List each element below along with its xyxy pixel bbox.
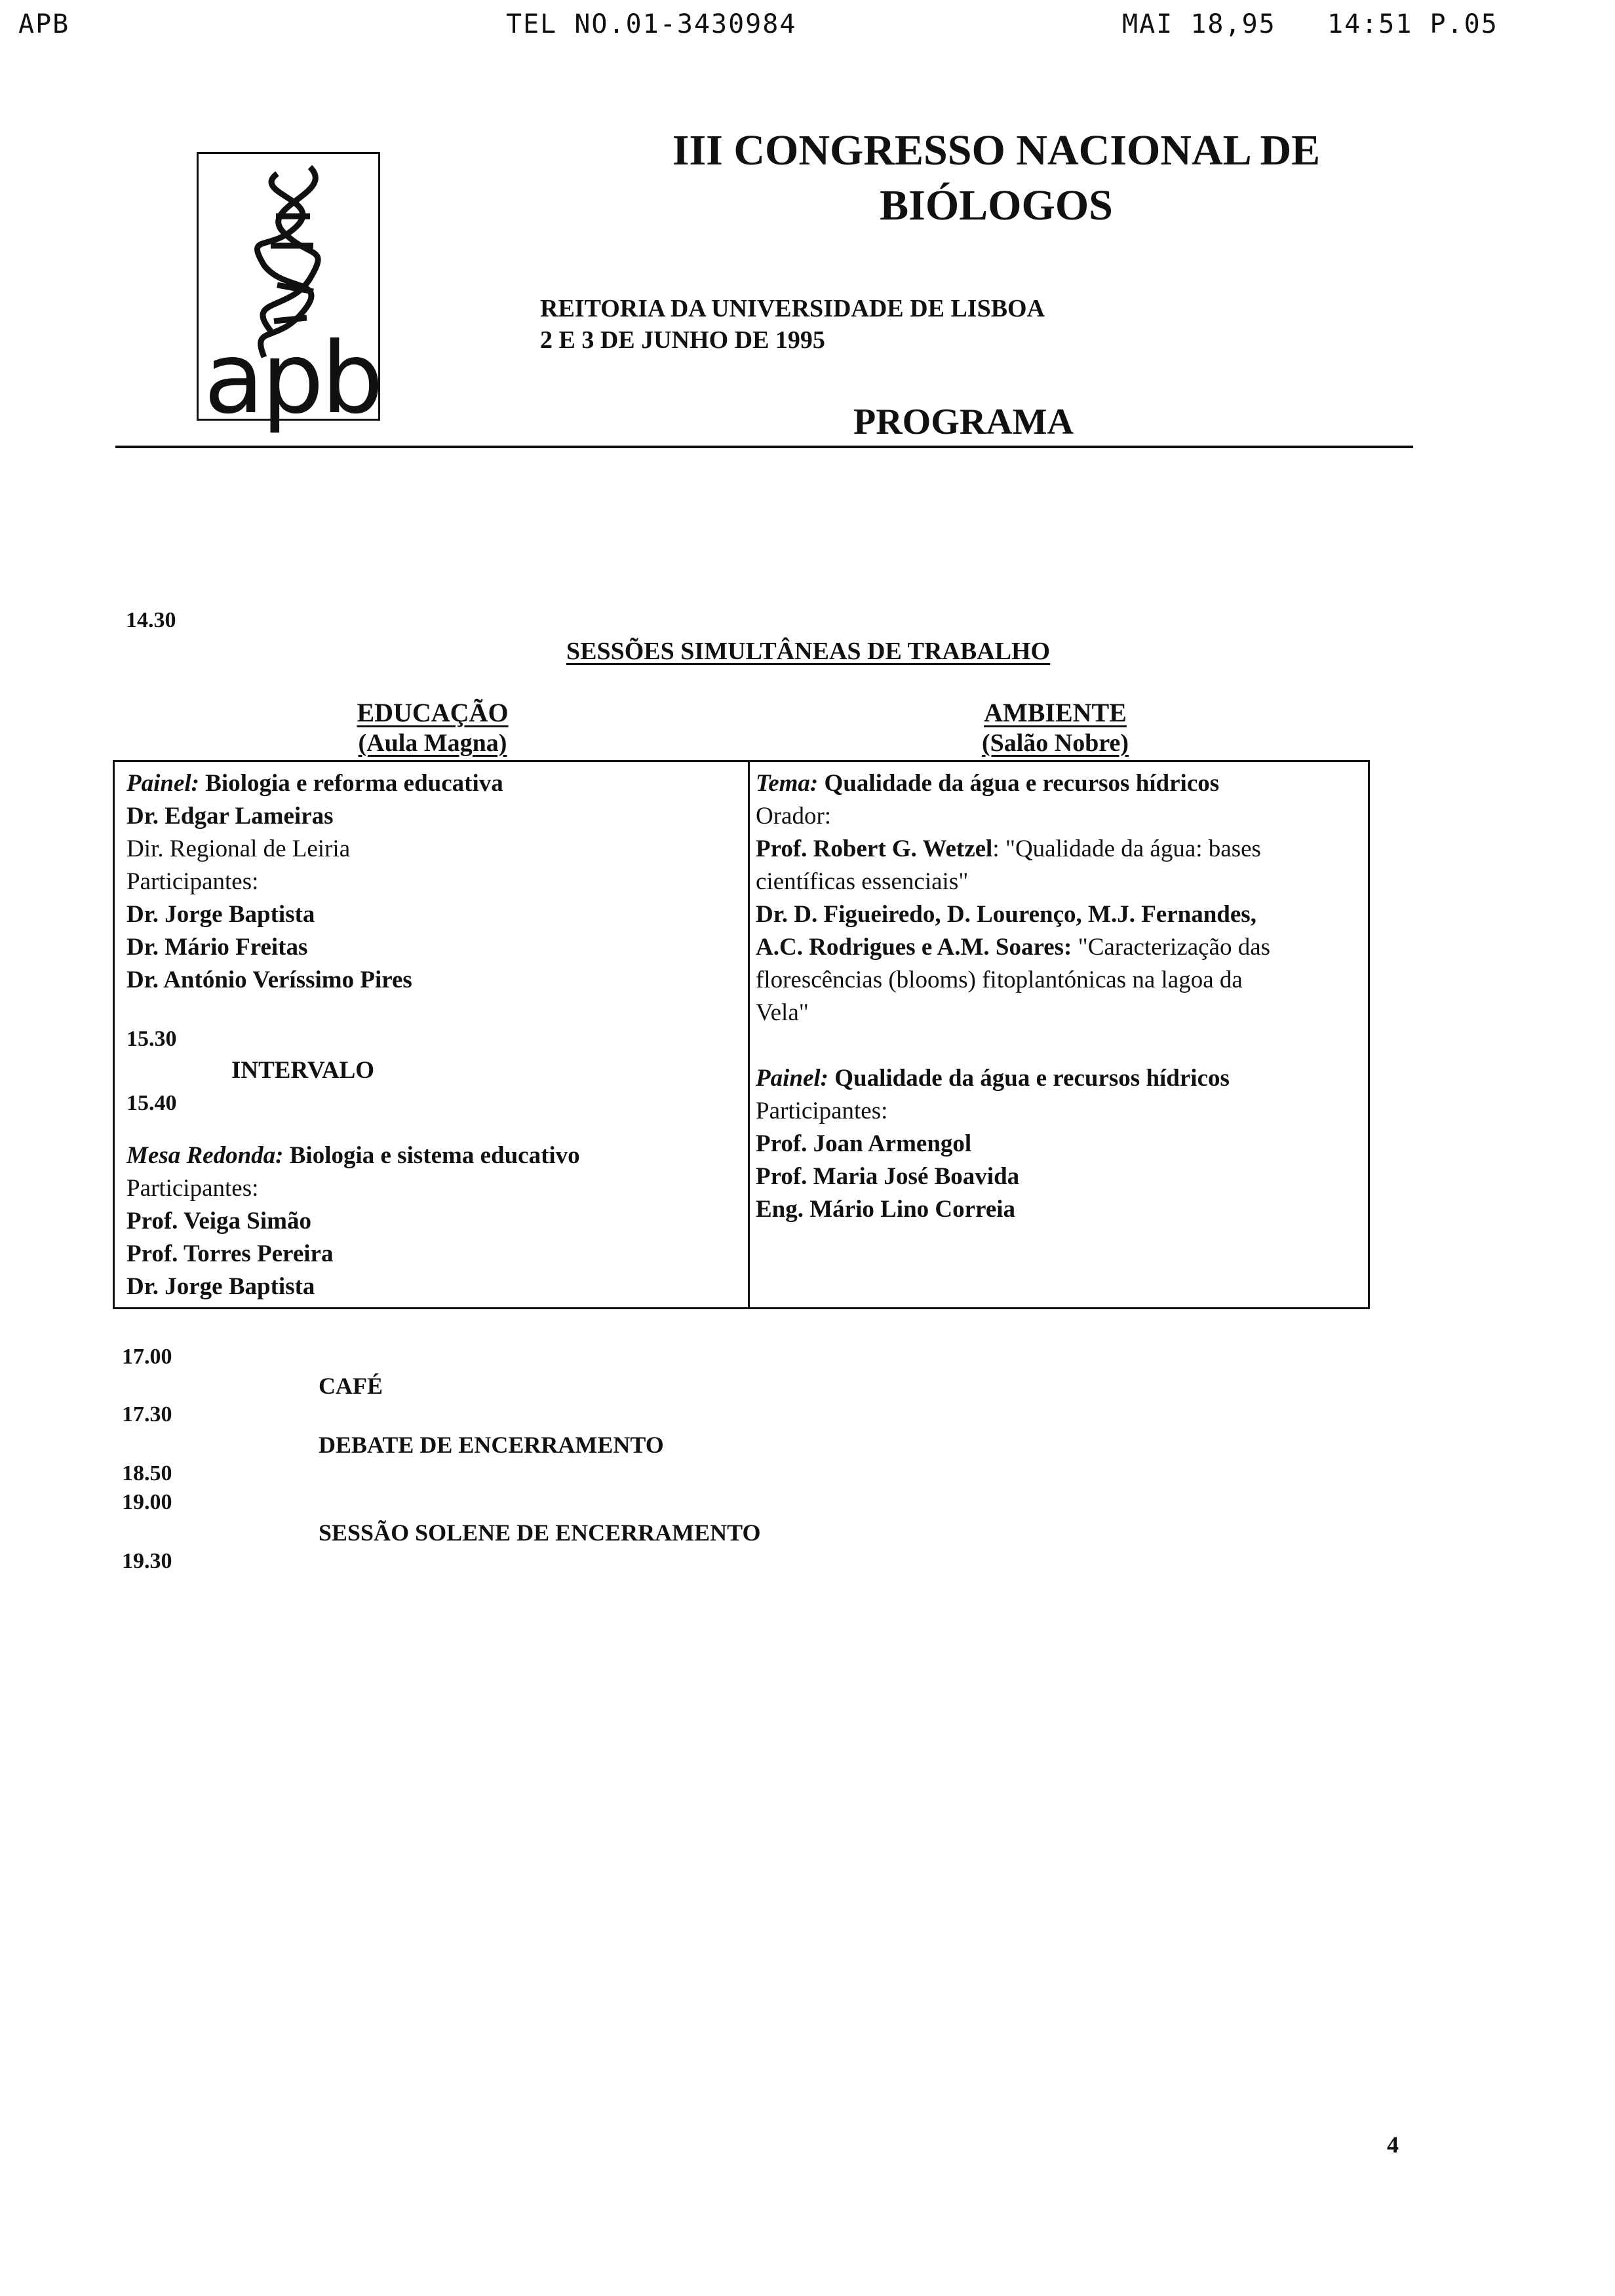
column-divider	[748, 762, 750, 1307]
dates: 2 E 3 DE JUNHO DE 1995	[540, 326, 825, 354]
talk2-authors-cont: A.C. Rodrigues e A.M. Soares:	[756, 934, 1072, 961]
talk1-speaker: Prof. Robert G. Wetzel	[756, 835, 993, 862]
intervalo-label: INTERVALO	[231, 1057, 375, 1084]
schedule-time: 18.50	[122, 1461, 172, 1485]
participant: Prof. Joan Armengol	[756, 1130, 972, 1157]
congress-title-line1: III CONGRESSO NACIONAL DE	[672, 126, 1321, 174]
tema-topic: Qualidade da água e recursos hídricos	[824, 770, 1220, 797]
schedule-event: SESSÃO SOLENE DE ENCERRAMENTO	[319, 1520, 761, 1546]
ambiente-room: (Salão Nobre)	[981, 729, 1129, 757]
schedule-time: 19.00	[122, 1490, 172, 1514]
break-start-time: 15.30	[126, 1027, 177, 1051]
talk2-title-end: Vela"	[756, 999, 809, 1026]
schedule-time: 19.30	[122, 1549, 172, 1573]
break-end-time: 15.40	[126, 1091, 177, 1115]
schedule-event: DEBATE DE ENCERRAMENTO	[319, 1432, 664, 1458]
fax-tel: TEL NO.01-3430984	[506, 9, 797, 39]
talk2-authors: Dr. D. Figueiredo, D. Lourenço, M.J. Fernandes,	[756, 901, 1256, 928]
painel-topic: Qualidade da água e recursos hídricos	[834, 1065, 1230, 1092]
logo-text: apb	[204, 322, 381, 436]
programa-heading: PROGRAMA	[853, 402, 1074, 442]
talk2-title: "Caracterização das	[1072, 934, 1271, 961]
speaker-role: Dir. Regional de Leiria	[126, 835, 351, 862]
session-heading: SESSÕES SIMULTÂNEAS DE TRABALHO	[566, 638, 1051, 665]
painel-label: Painel:	[126, 770, 199, 797]
ambiente-title: AMBIENTE	[984, 698, 1127, 727]
schedule-time: 17.30	[122, 1402, 172, 1426]
tema-label: Tema:	[756, 770, 819, 797]
painel-topic: Biologia e reforma educativa	[205, 770, 503, 797]
fax-sender: APB	[18, 9, 70, 39]
header-divider	[115, 446, 1413, 448]
schedule-event: CAFÉ	[319, 1373, 383, 1399]
session-start-time: 14.30	[126, 608, 176, 632]
mesa-redonda-label: Mesa Redonda:	[126, 1142, 284, 1169]
sessions-table	[113, 760, 1370, 1309]
participant: Eng. Mário Lino Correia	[756, 1196, 1016, 1223]
venue: REITORIA DA UNIVERSIDADE DE LISBOA	[540, 295, 1045, 322]
talk2-title-cont: florescências (blooms) fitoplantónicas na lagoa da	[756, 966, 1243, 993]
participants-label: Participantes:	[126, 868, 259, 895]
ambiente-cell	[756, 767, 1270, 1226]
talk1-title-cont: científicas essenciais"	[756, 868, 969, 895]
educacao-title: EDUCAÇÃO	[357, 698, 509, 727]
mesa-redonda-topic: Biologia e sistema educativo	[289, 1142, 580, 1169]
educacao-cell	[126, 767, 580, 1303]
orador-label: Orador:	[756, 803, 832, 830]
painel-label: Painel:	[756, 1065, 828, 1092]
participant: Prof. Maria José Boavida	[756, 1163, 1020, 1190]
participant: Dr. Mário Freitas	[126, 934, 308, 961]
congress-title-line2: BIÓLOGOS	[880, 182, 1113, 229]
speaker: Dr. Edgar Lameiras	[126, 803, 334, 830]
apb-logo	[197, 152, 381, 436]
schedule-time: 17.00	[122, 1345, 172, 1369]
participant: Dr. António Veríssimo Pires	[126, 966, 412, 993]
mesa-participant: Prof. Torres Pereira	[126, 1240, 334, 1267]
participants-label: Participantes:	[756, 1098, 888, 1124]
mesa-participants-label: Participantes:	[126, 1175, 259, 1202]
talk1-title: : "Qualidade da água: bases	[992, 835, 1261, 862]
mesa-participant: Dr. Jorge Baptista	[126, 1273, 315, 1300]
fax-date-time: MAI 18,95 14:51 P.05	[1122, 9, 1498, 39]
educacao-room: (Aula Magna)	[358, 729, 507, 757]
page-number: 4	[1387, 2132, 1399, 2158]
participant: Dr. Jorge Baptista	[126, 901, 315, 928]
mesa-participant: Prof. Veiga Simão	[126, 1208, 311, 1234]
